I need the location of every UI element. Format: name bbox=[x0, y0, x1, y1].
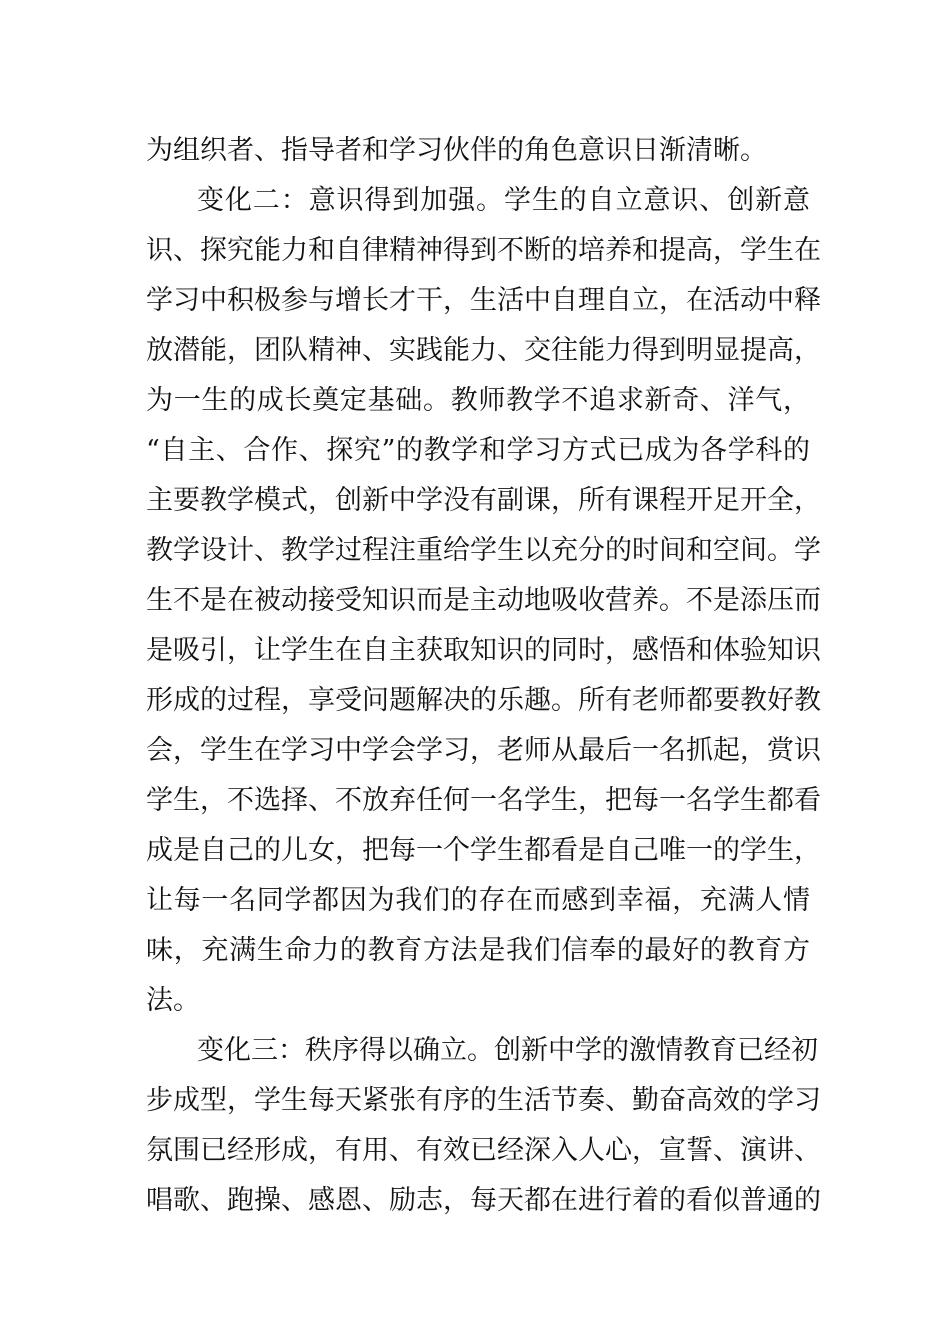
paragraph-3-line-4: 唱歌、跑操、感恩、励志，每天都在进行着的看似普通的 bbox=[146, 1185, 821, 1216]
paragraph-2-line-16: 味，充满生命力的教育方法是我们信奉的最好的教育方 bbox=[146, 935, 810, 966]
paragraph-2-line-2: 识、探究能力和自律精神得到不断的培养和提高，学生在 bbox=[146, 235, 821, 266]
paragraph-2-line-12: 会，学生在学习中学会学习，老师从最后一名抓起，赏识 bbox=[146, 735, 821, 766]
paragraph-3-line-2: 步成型，学生每天紧张有序的生活节奏、勤奋高效的学习 bbox=[146, 1085, 821, 1116]
paragraph-2-line-11: 形成的过程，享受问题解决的乐趣。所有老师都要教好教 bbox=[146, 685, 821, 716]
paragraph-2-line-13: 学生，不选择、不放弃任何一名学生，把每一名学生都看 bbox=[146, 785, 821, 816]
paragraph-3-line-3: 氛围已经形成，有用、有效已经深入人心，宣誓、演讲、 bbox=[146, 1135, 821, 1166]
paragraph-2-line-17: 法。 bbox=[146, 985, 200, 1016]
paragraph-2-line-4: 放潜能，团队精神、实践能力、交往能力得到明显提高， bbox=[146, 335, 821, 366]
paragraph-2-line-15: 让每一名同学都因为我们的存在而感到幸福，充满人情 bbox=[146, 885, 810, 916]
paragraph-2-line-10: 是吸引，让学生在自主获取知识的同时，感悟和体验知识 bbox=[146, 635, 821, 666]
paragraph-2-line-5: 为一生的成长奠定基础。教师教学不追求新奇、洋气， bbox=[146, 385, 810, 416]
paragraph-2-line-8: 教学设计、教学过程注重给学生以充分的时间和空间。学 bbox=[146, 535, 821, 566]
paragraph-2-line-9: 生不是在被动接受知识而是主动地吸收营养。不是添压而 bbox=[146, 585, 821, 616]
paragraph-3-line-1: 变化三：秩序得以确立。创新中学的激情教育已经初 bbox=[197, 1035, 818, 1066]
paragraph-2-line-3: 学习中积极参与增长才干，生活中自理自立，在活动中释 bbox=[146, 285, 821, 316]
paragraph-1-line-1: 为组织者、指导者和学习伙伴的角色意识日渐清晰。 bbox=[146, 135, 767, 166]
paragraph-2-line-14: 成是自己的儿女，把每一个学生都看是自己唯一的学生， bbox=[146, 835, 821, 866]
paragraph-2-line-1: 变化二：意识得到加强。学生的自立意识、创新意 bbox=[197, 185, 810, 216]
paragraph-2-line-6: “自主、合作、探究”的教学和学习方式已成为各学科的 bbox=[146, 435, 810, 466]
paragraph-2-line-7: 主要教学模式，创新中学没有副课，所有课程开足开全， bbox=[146, 485, 821, 516]
